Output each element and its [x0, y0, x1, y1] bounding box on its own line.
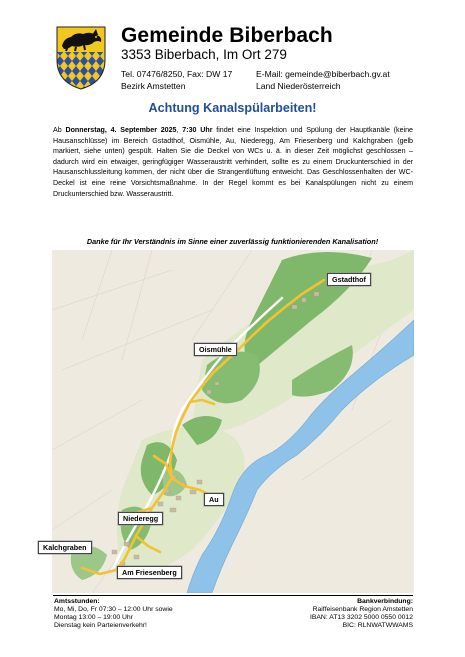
- office-hours-line-2: Montag 13:00 – 19:00 Uhr: [54, 614, 133, 621]
- bank-iban: IBAN: AT13 3202 5000 0550 0012: [309, 614, 413, 621]
- label-niederegg: Niederegg: [118, 512, 163, 525]
- municipality-address: 3353 Biberbach, Im Ort 279: [121, 47, 287, 62]
- notice-body: [53, 125, 413, 199]
- email-address: E-Mail: gemeinde@biberbach.gv.at: [256, 69, 390, 79]
- body-time: 7:30 Uhr: [182, 126, 213, 134]
- label-am-friesenberg: Am Friesenberg: [117, 566, 182, 579]
- state: Land Niederösterreich: [256, 81, 341, 91]
- sewer-map: [52, 250, 414, 593]
- body-ab: Ab: [53, 126, 66, 134]
- municipality-name: Gemeinde Biberbach: [121, 24, 333, 47]
- bank-bic: BIC: RLNWATWWAMS: [342, 622, 413, 629]
- label-au: Au: [204, 493, 224, 506]
- bank-details: [310, 598, 413, 630]
- office-hours-title: Amtsstunden:: [54, 598, 100, 605]
- notice-title: Achtung Kanalspülarbeiten!: [148, 101, 317, 115]
- body-comma: ,: [176, 126, 183, 134]
- bank-name: Raiffeisenbank Region Amstetten: [312, 606, 413, 613]
- office-hours: [54, 598, 173, 630]
- office-hours-line-1: Mo, Mi, Do, Fr 07:30 – 12:00 Uhr sowie: [54, 606, 173, 613]
- phone-fax: Tel. 07476/8250, Fax: DW 17: [121, 69, 233, 79]
- label-oismuehle: Oismühle: [194, 343, 237, 356]
- bank-title: Bankverbindung:: [357, 598, 413, 605]
- coat-of-arms-logo: [56, 26, 106, 90]
- label-gstadthof: Gstadthof: [327, 273, 371, 286]
- footer-divider: [53, 595, 413, 596]
- body-date: Donnerstag, 4. September 2025: [65, 126, 177, 134]
- office-hours-line-3: Dienstag kein Parteienverkehr!: [54, 622, 147, 629]
- body-rest: findet eine Inspektion und Spülung der Hauptkanäle (keine Hausanschlüsse) im Bereich Gstadthof, Oismühle, Au, Niederegg, Am Friesenberg und Kalchgraben (gelb markiert, siehe unten) gespült. Halten Sie die Deckel von WCs u. ä. in dieser Zeit möglichst geschlossen – dadurch wird ein etwaiger, geringfügiger Wasseraustritt verhindert, sollte es zu einem Druckunterschied in der Hausanschlussleitung kommen, der nicht über die Strangentlüftung entweicht. Das Geschlossenhalten der WC-Deckel ist eine reine Vorsichtsmaßnahme. In der Regel kommt es bei Kanalspülungen nicht zu einem Druckunterschied bzw. Wasseraustritt.: [53, 126, 413, 198]
- thanks-line: Danke für Ihr Verständnis im Sinne einer zuverlässig funktionierenden Kanalisation!: [86, 237, 379, 246]
- label-kalchgraben: Kalchgraben: [38, 541, 92, 554]
- district: Bezirk Amstetten: [121, 81, 186, 91]
